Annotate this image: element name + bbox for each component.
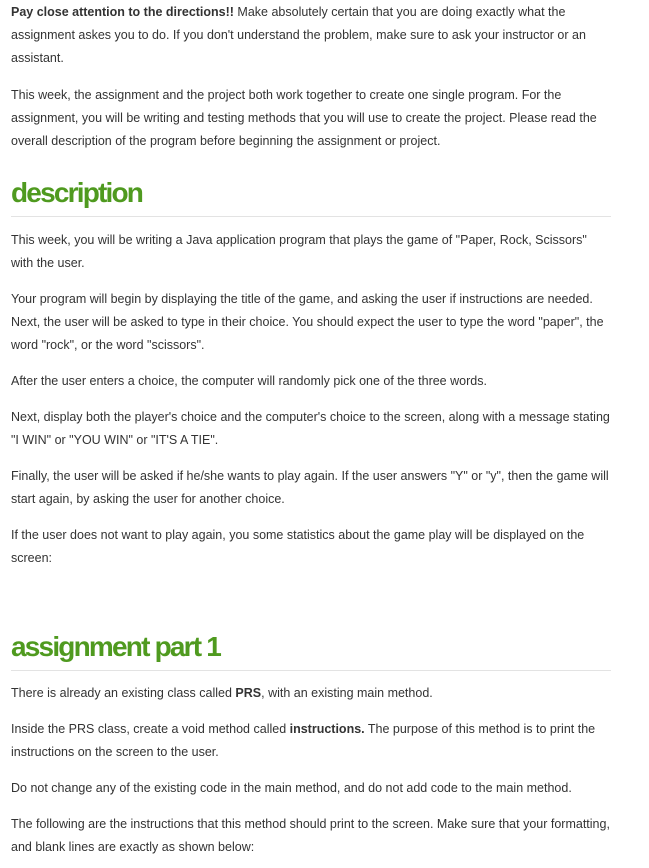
assignment-text-2c: The purpose of this method is to print the instructions on the screen to the user. bbox=[11, 722, 596, 759]
assignment-text-4: The following are the instructions that this method should print to the screen. Make sure that your formatting, and blank lines are exactly as shown below: bbox=[11, 817, 610, 854]
intro-overview-text: This week, the assignment and the project both work together to create one single program. For the assignment, you will be writing and testing methods that you will use to create the project. Please read the overall description of the program before beginning the assignment or project. bbox=[11, 88, 597, 148]
intro-paragraph-1 bbox=[11, 1, 611, 70]
description-text-2: Your program will begin by displaying the title of the game, and asking the user if instructions are needed. Next, the user will be asked to type in their choice. You should expect the user to type the word "paper", the word "rock", or the word "scissors". bbox=[11, 292, 604, 352]
description-text-3: After the user enters a choice, the computer will randomly pick one of the three words. bbox=[11, 374, 487, 388]
description-text-1: This week, you will be writing a Java application program that plays the game of "Paper, Rock, Scissors" with the user. bbox=[11, 233, 587, 270]
assignment-text-1c: , with an existing main method. bbox=[261, 686, 433, 700]
assignment-text-1a: There is already an existing class called bbox=[11, 686, 236, 700]
intro-warning-bold: Pay close attention to the directions!! bbox=[11, 5, 234, 19]
description-paragraph-6 bbox=[11, 524, 611, 570]
description-text-4: Next, display both the player's choice and the computer's choice to the screen, along with a message stating "I WIN" or "YOU WIN" or "IT'S A TIE". bbox=[11, 410, 610, 447]
description-heading: description bbox=[11, 178, 611, 217]
class-name-bold: PRS bbox=[235, 686, 262, 700]
description-paragraph-1 bbox=[11, 229, 611, 275]
description-text-6: If the user does not want to play again, you some statistics about the game play will be displayed on the screen: bbox=[11, 528, 585, 565]
assignment-paragraph-2 bbox=[11, 718, 611, 764]
intro-paragraph-2 bbox=[11, 84, 611, 153]
assignment-text-3: Do not change any of the existing code in the main method, and do not add code to the main method. bbox=[11, 781, 572, 795]
assignment-paragraph-3 bbox=[11, 777, 611, 800]
description-text-5: Finally, the user will be asked if he/she wants to play again. If the user answers "Y" or "y", then the game will start again, by asking the user for another choice. bbox=[11, 469, 609, 506]
description-paragraph-2 bbox=[11, 288, 611, 357]
description-paragraph-4 bbox=[11, 406, 611, 452]
assignment-paragraph-4 bbox=[11, 813, 611, 859]
assignment-text-2a: Inside the PRS class, create a void method called bbox=[11, 722, 290, 736]
assignment-paragraph-1 bbox=[11, 682, 611, 705]
description-paragraph-3 bbox=[11, 370, 611, 393]
description-paragraph-5 bbox=[11, 465, 611, 511]
method-name-bold: instructions. bbox=[289, 722, 365, 736]
assignment-heading: assignment part 1 bbox=[11, 632, 611, 671]
intro-warning-text: Make absolutely certain that you are doing exactly what the assignment askes you to do. If you don't understand the problem, make sure to ask your instructor or an assistant. bbox=[11, 5, 586, 65]
